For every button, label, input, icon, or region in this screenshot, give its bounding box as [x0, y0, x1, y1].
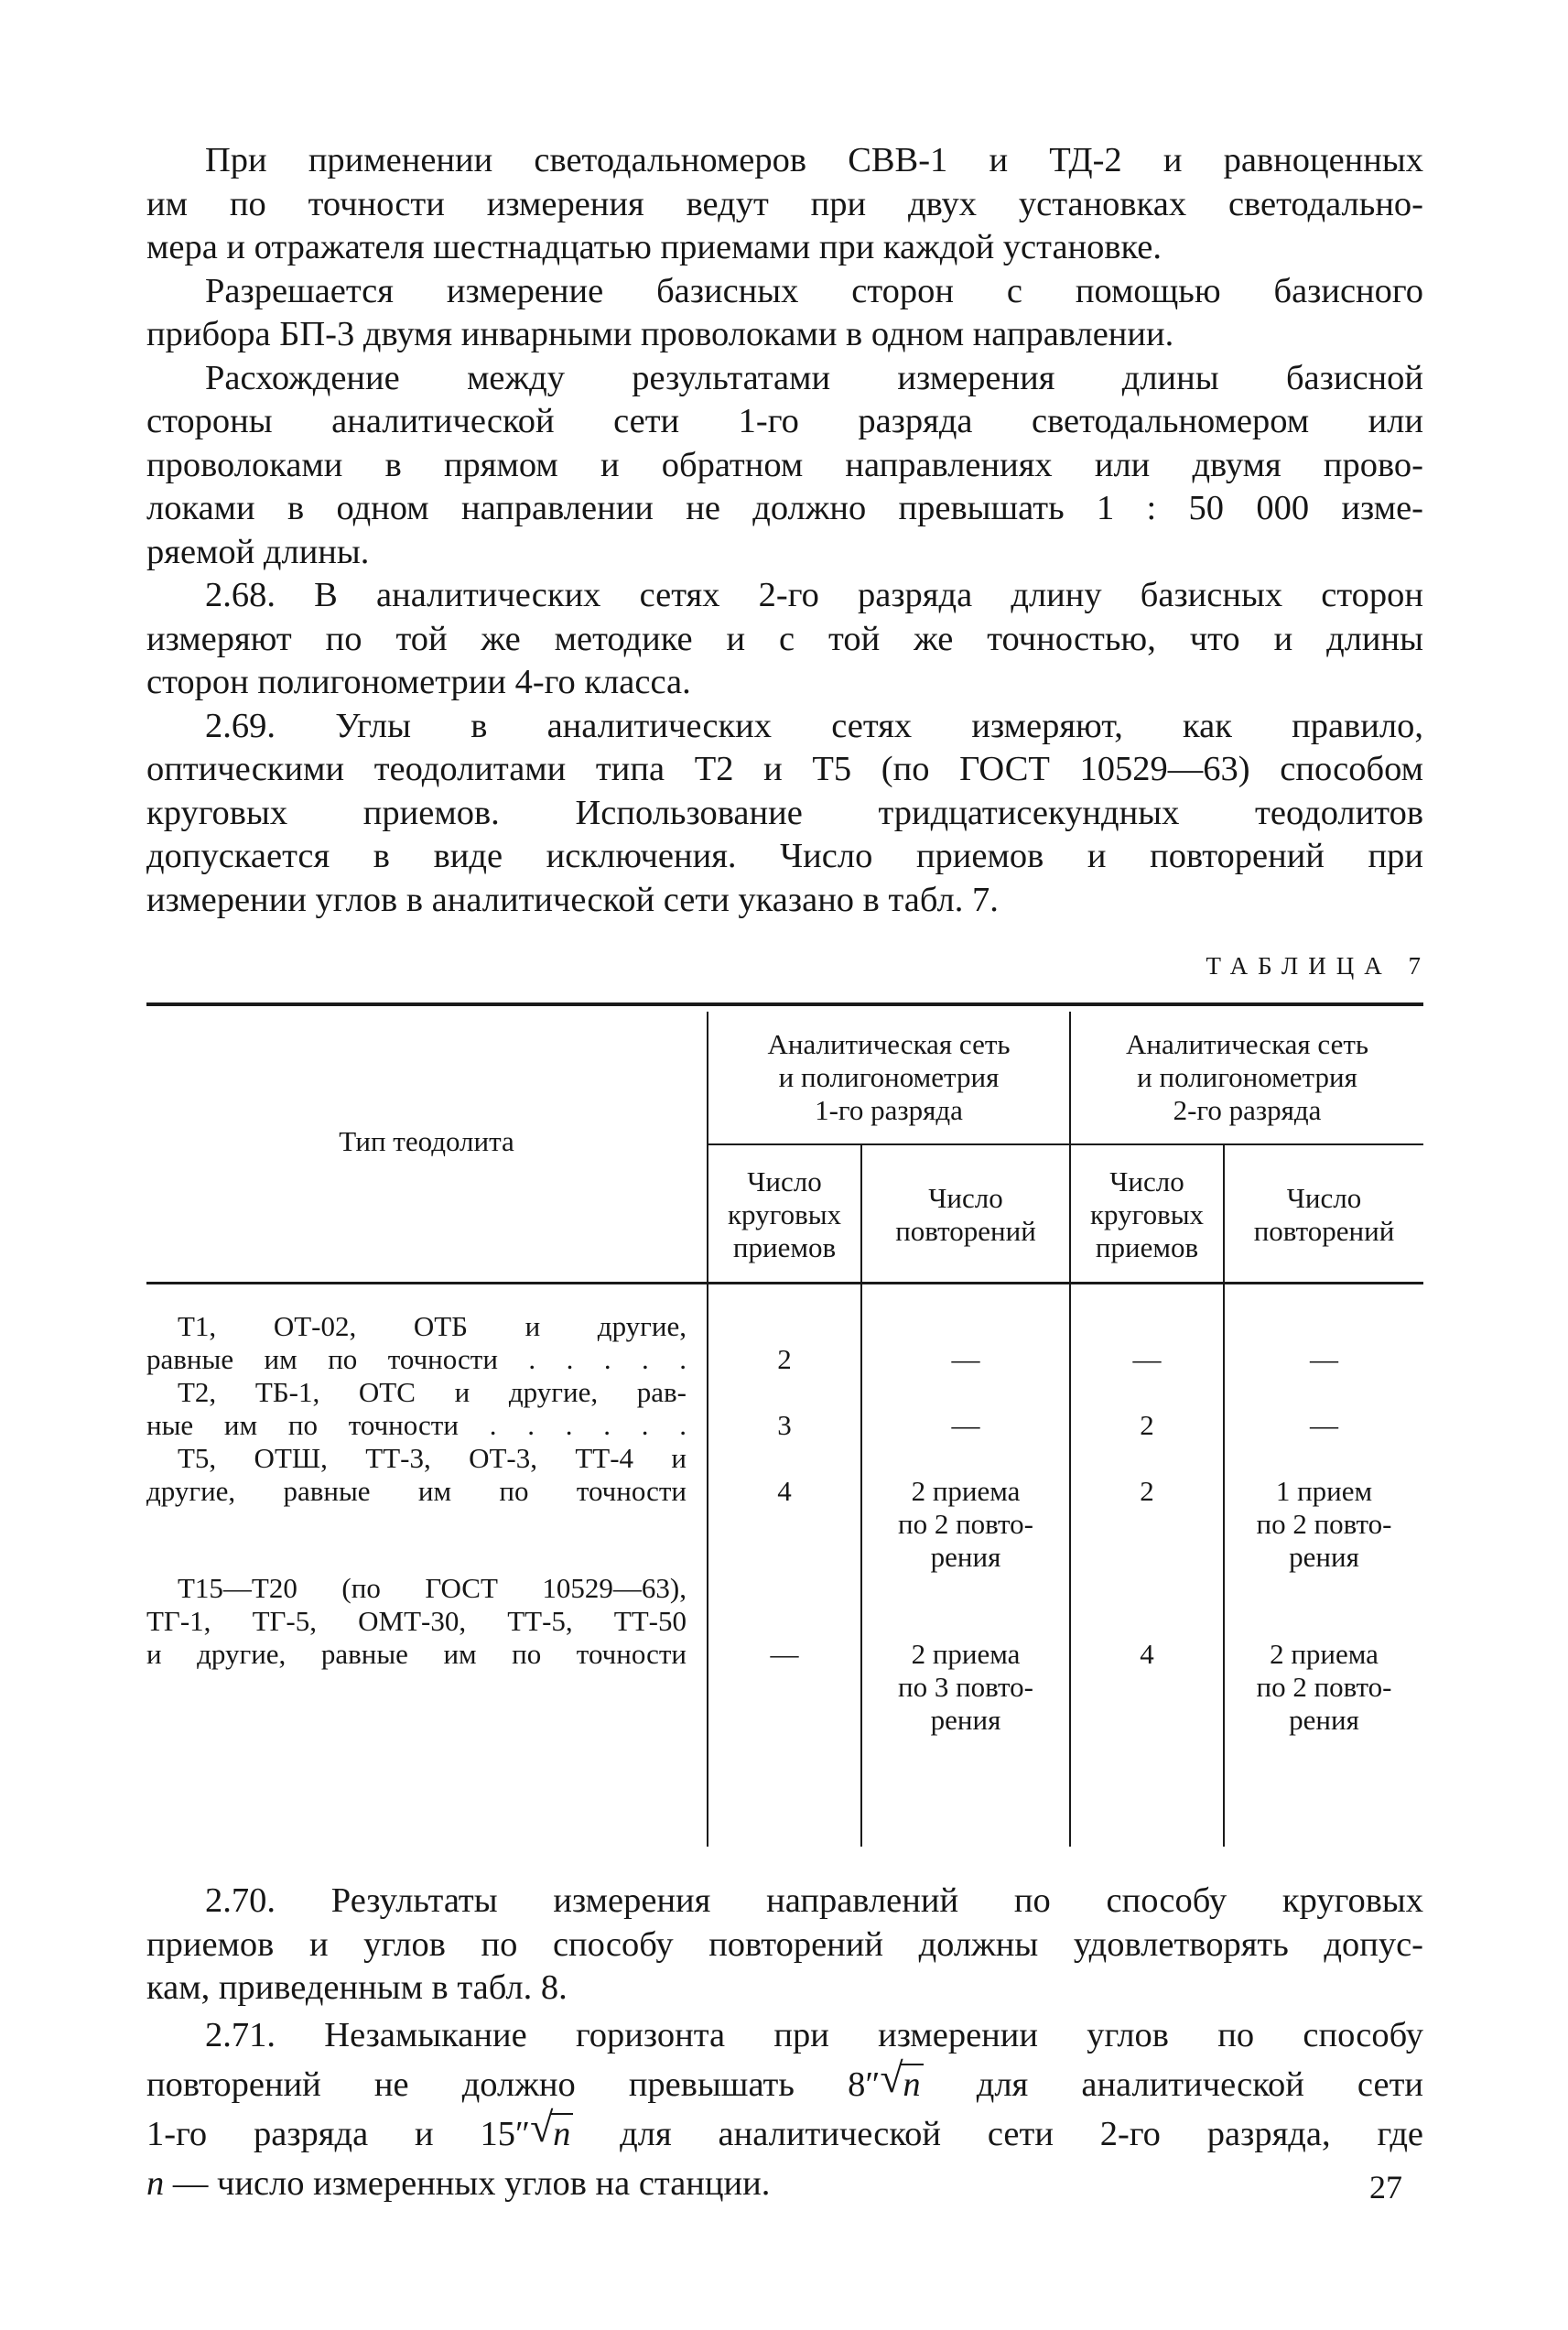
text-line: ряемой длины.	[146, 532, 370, 571]
header-group-1: Аналитическая сеть и полигонометрия 1-го разряда	[767, 1028, 1011, 1126]
table-cell: 2 приема по 2 повто- рения	[897, 1475, 1033, 1573]
text-line: n — число измеренных углов на станции.	[146, 2163, 771, 2203]
table-cell: 2 приема по 3 повто- рения	[897, 1638, 1033, 1736]
table-cell: 4	[777, 1475, 792, 1507]
table-cell: 2	[777, 1343, 792, 1375]
text-line: 2.71. Незамыкание горизонта при измерении углов по способу	[205, 2015, 1423, 2054]
text-line: им по точности измерения ведут при двух установках светодально-	[146, 184, 1423, 223]
section-2-71	[146, 2010, 1423, 2208]
table-row-label: Т2, ТБ-1, ОТС и другие, рав- ные им по точности . . . . . .	[146, 1376, 687, 1441]
table-header-bottom-rule	[146, 1282, 1423, 1284]
text-line: измерении углов в аналитической сети указано в табл. 7.	[146, 880, 999, 919]
table-cell: 2	[1140, 1475, 1154, 1507]
section-2-69	[146, 705, 1423, 923]
text-line: 1-го разряда и 15″ √ n для аналитической сети 2-го разряда, где	[146, 2103, 1423, 2153]
text-line: локами в одном направлении не должно превышать 1 : 50 000 изме-	[146, 489, 1423, 527]
table-row-label: Т1, ОТ-02, ОТБ и другие, равные им по точности . . . . .	[146, 1310, 687, 1375]
section-2-70	[146, 1880, 1423, 2010]
table-row-label: Т5, ОТШ, ТТ-3, ОТ-3, ТТ-4 и другие, равные им по точности	[146, 1442, 687, 1507]
text-line: проволоками в прямом и обратном направлениях или двумя прово-	[146, 445, 1423, 484]
text-line: приемов и углов по способу повторений должны удовлетворять допус-	[146, 1924, 1423, 1964]
table-caption: ТАБЛИЦА 7	[1206, 952, 1431, 980]
text-line: допускается в виде исключения. Число приемов и повторений при	[146, 837, 1423, 875]
sqrt-sign: √	[880, 2054, 903, 2101]
text-line: сторон полигонометрии 4-го класса.	[146, 663, 691, 701]
table-cell: 3	[777, 1409, 792, 1441]
formula-15-sqrt-n: 15″ √ n	[481, 2115, 574, 2153]
header-g1-rounds: Число круговых приемов	[727, 1165, 842, 1263]
sqrt-sign: √	[530, 2103, 554, 2151]
header-theodolite-type: Тип теодолита	[339, 1125, 514, 1157]
table-cell: —	[1310, 1343, 1338, 1375]
table-7	[146, 986, 1423, 1847]
text-line: оптическими теодолитами типа Т2 и Т5 (по ГОСТ 10529—63) способом	[146, 750, 1423, 788]
table-cell: 1 прием по 2 повто- рения	[1256, 1475, 1392, 1573]
text-line: кам, приведенным в табл. 8.	[146, 1968, 568, 2007]
text-line: 2.70. Результаты измерения направлений по способу круговых	[205, 1881, 1423, 1920]
header-g2-rounds: Число круговых приемов	[1089, 1165, 1205, 1263]
table-cell: 4	[1140, 1638, 1154, 1670]
text-line: При применении светодальномеров СВВ-1 и ТД-2 и равноценных	[205, 141, 1423, 179]
text-line: Разрешается измерение базисных сторон с помощью базисного	[205, 271, 1423, 310]
text-line: Расхождение между результатами измерения длины базисной	[205, 358, 1423, 397]
text-line: стороны аналитической сети 1-го разряда светодальномером или	[146, 402, 1423, 440]
table-group-rule	[707, 1143, 1423, 1145]
text-line: повторений не должно превышать 8″ √ n для аналитической сети	[146, 2054, 1424, 2104]
header-group-2: Аналитическая сеть и полигонометрия 2-го разряда	[1125, 1028, 1369, 1126]
table-cell: —	[951, 1409, 980, 1441]
text-line: измеряют по той же методике и с той же точностью, что и длины	[146, 619, 1423, 658]
table-cell: —	[1132, 1343, 1162, 1375]
table-top-rule	[146, 1002, 1423, 1006]
table-cell: —	[770, 1638, 799, 1670]
header-g2-repeats: Число повторений	[1253, 1182, 1395, 1247]
table-cell: —	[1310, 1409, 1338, 1441]
table-row-label: Т15—Т20 (по ГОСТ 10529—63), ТГ-1, ТГ-5, ОМТ-30, ТТ-5, ТТ-50 и другие, равные им по точности	[146, 1572, 687, 1670]
page-number: 27	[1369, 2169, 1402, 2205]
paragraph-discrepancy	[146, 357, 1423, 575]
intro-paragraph	[146, 139, 1423, 270]
text-line: круговых приемов. Использование тридцатисекундных теодолитов	[146, 793, 1423, 832]
paragraph-base-measurement	[146, 270, 1423, 357]
text-line: мера и отражателя шестнадцатью приемами при каждой установке.	[146, 228, 1162, 266]
table-cell: 2 приема по 2 повто- рения	[1256, 1638, 1392, 1736]
text-line: 2.69. Углы в аналитических сетях измеряют, как правило,	[205, 706, 1423, 745]
table-cell: 2	[1140, 1409, 1154, 1441]
text-line: прибора БП-3 двумя инварными проволоками в одном направлении.	[146, 315, 1174, 353]
text-line: 2.68. В аналитических сетях 2-го разряда длину базисных сторон	[205, 576, 1423, 614]
header-g1-repeats: Число повторений	[895, 1182, 1036, 1247]
page-body	[146, 139, 1431, 2208]
section-2-68	[146, 574, 1423, 705]
formula-8-sqrt-n: 8″ √ n	[848, 2065, 924, 2104]
table-cell: —	[951, 1343, 980, 1375]
